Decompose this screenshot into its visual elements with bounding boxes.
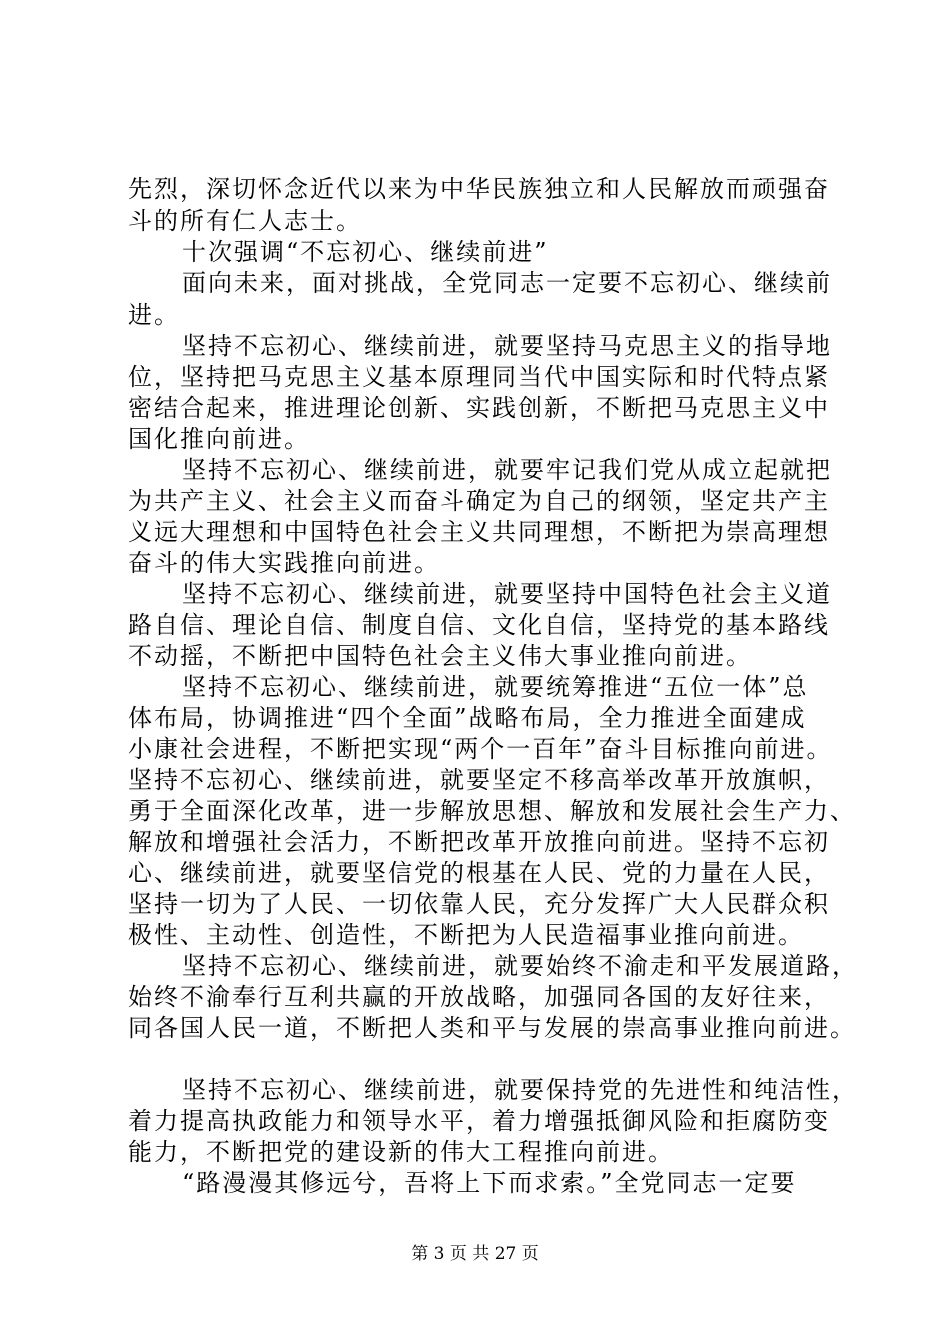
text-line: 能力，不断把党的建设新的伟大工程推向前进。 (128, 1138, 674, 1166)
text-line: 解放和增强社会活力，不断把改革开放推向前进。坚持不忘初 (128, 828, 830, 856)
text-line: 为共产主义、社会主义而奋斗确定为自己的纲领，坚定共产主 (128, 487, 830, 515)
text-line: 先烈，深切怀念近代以来为中华民族独立和人民解放而顽强奋 (128, 175, 830, 203)
text-line: 十次强调“不忘初心、继续前进” (182, 238, 549, 266)
text-line: 坚持一切为了人民、一切依靠人民，充分发挥广大人民群众积 (128, 890, 830, 918)
text-line: 不动摇，不断把中国特色社会主义伟大事业推向前进。 (128, 642, 752, 670)
text-line: 斗的所有仁人志士。 (128, 207, 362, 235)
text-line: 奋斗的伟大实践推向前进。 (128, 549, 440, 577)
page-number-footer: 第 3 页 共 27 页 (411, 1244, 539, 1264)
text-line: 坚持不忘初心、继续前进，就要始终不渝走和平发展道路， (182, 952, 858, 980)
text-line: 心、继续前进，就要坚信党的根基在人民、党的力量在人民， (128, 859, 830, 887)
text-line: 坚持不忘初心、继续前进，就要统筹推进“五位一体”总 (182, 673, 809, 701)
text-line: 进。 (128, 301, 180, 329)
text-line: 同各国人民一道，不断把人类和平与发展的崇高事业推向前进。 (128, 1014, 856, 1042)
text-line: 小康社会进程，不断把实现“两个一百年”奋斗目标推向前进。 (128, 735, 833, 763)
text-line: 体布局，协调推进“四个全面”战略布局，全力推进全面建成 (128, 704, 807, 732)
text-line: 勇于全面深化改革，进一步解放思想、解放和发展社会生产力、 (128, 797, 856, 825)
text-line: “路漫漫其修远兮，吾将上下而求索。”全党同志一定要 (182, 1169, 797, 1197)
text-line: 义远大理想和中国特色社会主义共同理想，不断把为崇高理想 (128, 518, 830, 546)
text-line: 路自信、理论自信、制度自信、文化自信，坚持党的基本路线 (128, 611, 830, 639)
text-line: 极性、主动性、创造性，不断把为人民造福事业推向前进。 (128, 921, 804, 949)
text-line: 坚持不忘初心、继续前进，就要坚定不移高举改革开放旗帜， (128, 766, 830, 794)
text-line: 坚持不忘初心、继续前进，就要保持党的先进性和纯洁性， (182, 1076, 858, 1104)
text-line: 面向未来，面对挑战，全党同志一定要不忘初心、继续前 (182, 269, 832, 297)
text-line: 着力提高执政能力和领导水平，着力增强抵御风险和拒腐防变 (128, 1107, 830, 1135)
text-line: 坚持不忘初心、继续前进，就要牢记我们党从成立起就把 (182, 456, 832, 484)
text-line: 坚持不忘初心、继续前进，就要坚持中国特色社会主义道 (182, 580, 832, 608)
text-line: 始终不渝奉行互利共赢的开放战略，加强同各国的友好往来， (128, 983, 830, 1011)
text-line: 坚持不忘初心、继续前进，就要坚持马克思主义的指导地 (182, 332, 832, 360)
text-line: 位，坚持把马克思主义基本原理同当代中国实际和时代特点紧 (128, 363, 830, 391)
text-line: 密结合起来，推进理论创新、实践创新，不断把马克思主义中 (128, 394, 830, 422)
text-line: 国化推向前进。 (128, 425, 310, 453)
